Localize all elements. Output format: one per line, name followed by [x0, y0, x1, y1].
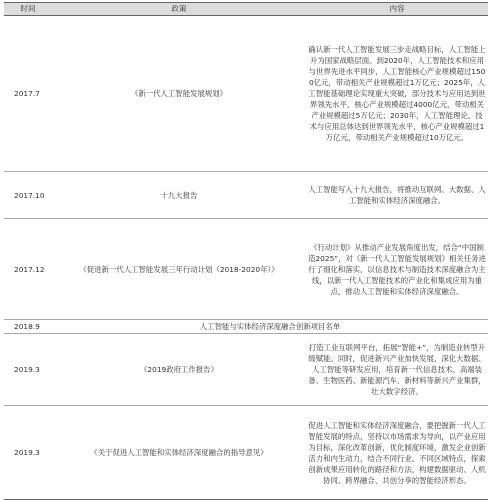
table-row [4, 219, 488, 320]
header-row [4, 3, 488, 16]
table-row [4, 334, 488, 406]
row-content: 打造工业互联网平台，拓展“智能+”，为制造业转型升级赋能。同时，促进新兴产业加快发展，深化大数据、人工智能等研发应用，培育新一代信息技术、高端装备、生物医药、新能源汽车、新材料等新兴产业集群，壮大数字经济。 [306, 334, 488, 406]
row-policy: 《促进新一代人工智能发展三年行动计划（2018-2020年）》 [52, 219, 306, 320]
row-time: 2019.3 [4, 334, 52, 406]
row-time: 2017.12 [4, 219, 52, 320]
row-content: 确认新一代人工智能发展三步走战略目标，人工智能上升为国家战略层面。到2020年，人工智能技术和应用与世界先进水平同步，人工智能核心产业规模超过1500亿元，带动相关产业规模超过1万亿元；2025年，人工智能基础理论实现重大突破，部分技术与应用达到世界领先水平，核心产业规模超过4000亿元，带动相关产业规模超过5万亿元；2030年，人工智能理论、技术与应用总体达到世界领先水平，核心产业规模超过1万亿元，带动相关产业规模超过10万亿元。 [306, 16, 488, 172]
row-content: 促进人工智能和实体经济深度融合，要把握新一代人工智能发展的特点，坚持以市场需求为导向，以产业应用为目标，深化改革创新，优化制度环境，激发企业创新活力和内生动力，结合不同行业、不同区域特点，探索创新成果应用转化的路径和方法，构建数据驱动、人机协同、跨界融合、共创分享的智能经济形态。 [306, 406, 488, 500]
row-content: 人工智能写入十九大报告，将推动互联网、大数据、人工智能和实体经济深度融合。 [306, 172, 488, 219]
table-body [4, 16, 488, 500]
row-time: 2017.10 [4, 172, 52, 219]
row-policy: 《关于促进人工智能和实体经济深度融合的指导意见》 [52, 406, 306, 500]
header-policy: 政策 [52, 3, 306, 16]
row-policy: 《新一代人工智能发展规划》 [52, 16, 306, 172]
row-policy: 《2019政府工作报告》 [52, 334, 306, 406]
table-header [4, 3, 488, 16]
table-row [4, 320, 488, 334]
row-time: 2018.9 [4, 320, 52, 334]
table-row [4, 172, 488, 219]
row-time: 2017.7 [4, 16, 52, 172]
row-time: 2019.3 [4, 406, 52, 500]
row-policy: 十九大报告 [52, 172, 306, 219]
header-time: 时间 [4, 3, 52, 16]
table-row [4, 406, 488, 500]
row-merged-policy: 人工智能与实体经济深度融合创新项目名单 [52, 320, 488, 334]
table-row [4, 16, 488, 172]
row-content: 《行动计划》从推动产业发展角度出发，结合“中国制造2025”，对《新一代人工智能发展规划》相关任务进行了细化和落实，以信息技术与制造技术深度融合为主线，以新一代人工智能技术的产业化和集成应用为重点，推动人工智能和实体经济深度融合。 [306, 219, 488, 320]
header-content: 内容 [306, 3, 488, 16]
policy-table [4, 2, 488, 500]
